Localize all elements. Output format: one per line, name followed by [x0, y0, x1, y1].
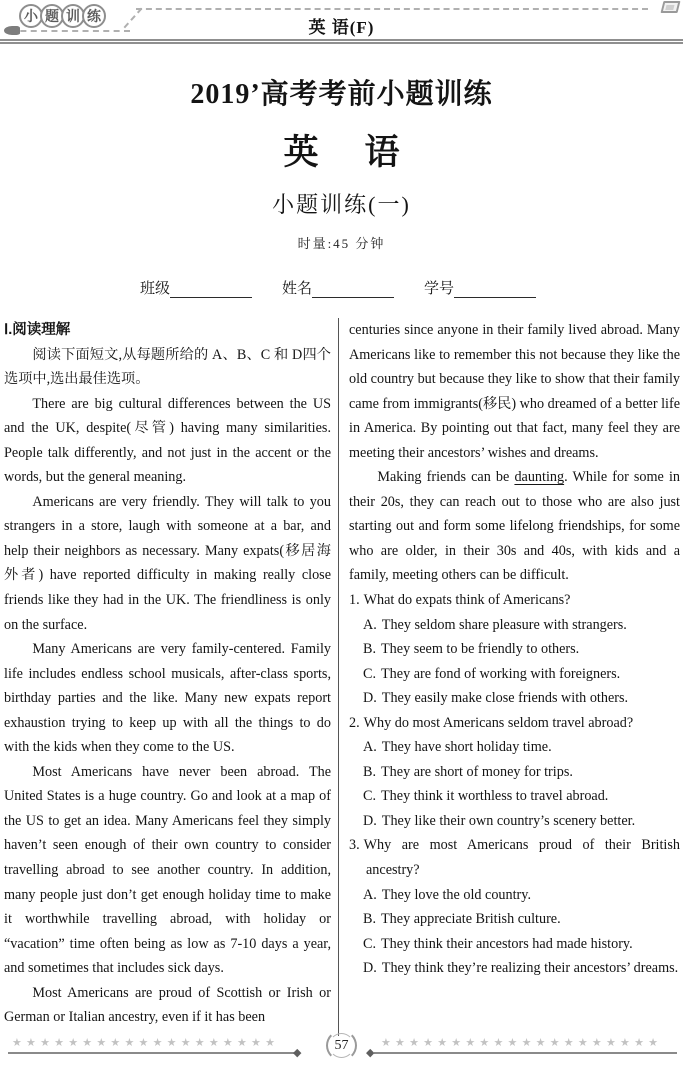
answer-option: [349, 735, 680, 760]
exam-main-title: 2019’高考考前小题训练: [190, 79, 493, 110]
answer-option: [349, 760, 680, 785]
option-label: C.: [363, 788, 377, 805]
dash-rule: [136, 8, 648, 10]
series-logo: [22, 4, 106, 28]
option-label: C.: [363, 665, 377, 682]
logo-char-circle: 小: [19, 4, 43, 28]
question-text: What do expats think of Americans?: [363, 592, 571, 609]
option-label: A.: [363, 886, 377, 903]
footer-rule-right: [374, 1052, 677, 1054]
answer-option: [349, 662, 680, 687]
option-text: They think their ancestors had made history.: [381, 935, 633, 952]
answer-option: [349, 932, 680, 957]
answer-option: [349, 809, 680, 834]
answer-option: [349, 637, 680, 662]
logo-char-circle: 题: [40, 4, 64, 28]
passage-paragraph: Most Americans are proud of Scottish or Irish or German or Italian ancestry, even if it has been: [4, 984, 331, 1026]
option-label: D.: [363, 960, 377, 977]
exam-subject-title: [0, 125, 683, 175]
paragraph-text: . While for some in their 20s, they can reach out to those who are also just starting out and form some lifelong friendships, for some who are older, in their 30s and 40s, with kids and a family, meeting others can be difficult.: [349, 469, 680, 584]
question-text: Why are most Americans proud of their British ancestry?: [363, 837, 680, 879]
left-column: [4, 318, 338, 1036]
page-number: 57: [334, 1037, 349, 1053]
answer-option: [349, 784, 680, 809]
subject-char: 英: [283, 133, 319, 172]
passage-paragraph-continuation: centuries since anyone in their family lived abroad. Many Americans like to remember this not because they like the old country but because they like to show that their family came from immigrants(移民) who dreamed of a better life in America. By pointing out that fact, many feel they are meeting their ancestors’ wishes and dreams.: [349, 322, 680, 461]
passage-paragraph: [349, 465, 680, 588]
question-stem: [349, 833, 680, 882]
option-label: A.: [363, 739, 377, 756]
exam-section-title: 小题训练(一): [272, 192, 411, 217]
question-block: [349, 711, 680, 834]
option-text: They appreciate British culture.: [381, 911, 561, 928]
option-label: C.: [363, 935, 377, 952]
diamond-icon: ◆: [293, 1047, 302, 1059]
corner-flag-icon: [661, 1, 681, 13]
question-stem: [349, 711, 680, 736]
class-field-blank: [170, 282, 252, 298]
passage-paragraph: Americans are very friendly. They will talk to you strangers in a store, laugh with someone at a bar, and help their neighbors as necessary. Many expats(移居海外者) have reported difficulty in making really close friends like they had in the UK. The friendliness is only on the surface.: [4, 493, 331, 633]
question-text: Why do most Americans seldom travel abroad?: [363, 714, 634, 731]
answer-option: [349, 613, 680, 638]
option-label: B.: [363, 763, 377, 780]
paragraph-text: Making friends can be: [377, 469, 515, 486]
option-text: They have short holiday time.: [381, 739, 552, 756]
star-decoration-left: ★★★★★★★★★★★★★★★★★★★: [12, 1037, 280, 1049]
page-number-badge: [326, 1030, 357, 1061]
diamond-icon: ◆: [366, 1047, 375, 1059]
logo-char-circle: 练: [82, 4, 106, 28]
option-text: They seem to be friendly to others.: [381, 641, 580, 658]
answer-option: [349, 907, 680, 932]
page-header: [0, 0, 683, 46]
exam-body: [4, 318, 680, 1036]
student-id-field: [424, 277, 536, 298]
option-text: They easily make close friends with others.: [381, 690, 629, 707]
reading-section-heading: Ⅰ.阅读理解: [4, 322, 71, 338]
page-footer: [0, 1032, 683, 1069]
logo-char-circle: 训: [61, 4, 85, 28]
star-decoration-right: ★★★★★★★★★★★★★★★★★★★★: [381, 1037, 663, 1049]
footer-rule-left: [8, 1052, 295, 1054]
name-field: [282, 277, 394, 298]
right-column: [338, 318, 680, 1036]
question-block: [349, 833, 680, 980]
answer-option: [349, 956, 680, 981]
class-field: [140, 277, 252, 298]
option-label: D.: [363, 812, 377, 829]
class-field-label: 班级: [140, 281, 171, 297]
option-text: They think they’re realizing their ancestors’ dreams.: [381, 960, 679, 977]
student-id-field-label: 学号: [424, 281, 455, 297]
option-label: D.: [363, 690, 377, 707]
question-block: [349, 588, 680, 711]
question-stem: [349, 588, 680, 613]
option-text: They are short of money for trips.: [381, 763, 573, 780]
option-text: They love the old country.: [381, 886, 531, 903]
option-label: B.: [363, 641, 377, 658]
subject-char: 语: [364, 133, 400, 172]
question-number: 2.: [349, 714, 360, 731]
student-id-field-blank: [454, 282, 536, 298]
option-text: They think it worthless to travel abroad.: [381, 788, 609, 805]
answer-option: [349, 686, 680, 711]
underlined-word: daunting: [514, 469, 565, 486]
header-divider: [0, 39, 683, 44]
option-text: They are fond of working with foreigners.: [381, 665, 621, 682]
question-number: 3.: [349, 837, 360, 854]
passage-paragraph: Many Americans are very family-centered. Family life includes endless school musicals, after-class sports, birthday parties and the like. Many new expats report exhaustion trying to keep up with all the things to do with the kids when they come to the US.: [4, 641, 331, 756]
answer-option: [349, 883, 680, 908]
name-field-blank: [312, 282, 394, 298]
option-label: B.: [363, 911, 377, 928]
option-label: A.: [363, 616, 377, 633]
name-field-label: 姓名: [282, 281, 313, 297]
exam-duration: 时量:45 分钟: [297, 236, 386, 251]
passage-paragraph: There are big cultural differences between the US and the UK, despite(尽管) having many similarities. People talk differently, and not just in the accent or the words, but the general meaning.: [4, 395, 331, 486]
passage-paragraph: Most Americans have never been abroad. The United States is a huge country. Go and look at a map of the US to get an idea. Many Americans feel they simply haven’t seen enough of their own country to consider travelling abroad to see another country. In addition, many people just don’t get enough holiday time to make it worthwhile travelling abroad, with holiday or “vacation” time often being as low as 7-10 days a year, and sometimes that includes sick days.: [4, 763, 331, 977]
option-text: They like their own country’s scenery better.: [381, 812, 636, 829]
instructions-paragraph: 阅读下面短文,从每题所给的 A、B、C 和 D四个选项中,选出最佳选项。: [4, 346, 331, 388]
student-info-row: [140, 277, 536, 298]
option-text: They seldom share pleasure with strangers.: [381, 616, 627, 633]
running-subject-title: 英 语(F): [308, 18, 375, 37]
question-number: 1.: [349, 592, 360, 609]
